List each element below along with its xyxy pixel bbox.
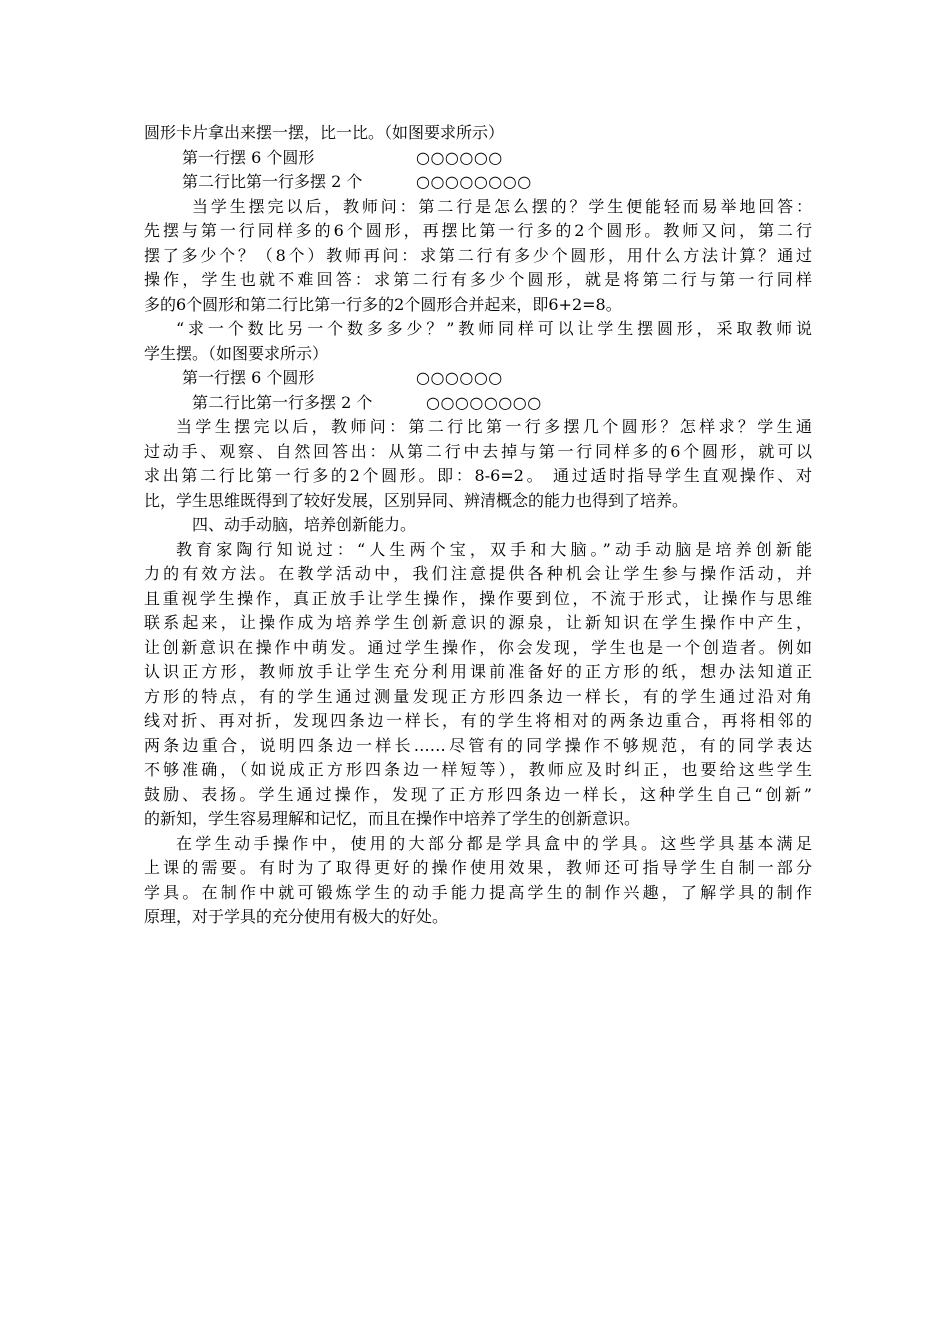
row-label: 第一行摆 6 个圆形: [182, 368, 315, 387]
paragraph-line: 求出第二行比第一行多的2个圆形。即：8-6=2。 通过适时指导学生直观操作、对: [144, 466, 812, 485]
row-label: 第二行比第一行多摆 2 个: [182, 172, 363, 191]
row-label: 第一行摆 6 个圆形: [182, 147, 315, 167]
example-row-second: [144, 170, 812, 195]
paragraph-line: 在学生动手操作中，使用的大部分都是学具盒中的学具。这些学具基本满足: [176, 833, 812, 853]
circle-row: ○○○○○○○○: [416, 172, 532, 191]
paragraph-line: 先摆与第一行同样多的6个圆形，再摆比第一行多的2个圆形。教师又问，第二行: [144, 221, 812, 240]
paragraph-line: 且重视学生操作，真正放手让学生操作，操作要到位，不流于形式，让操作与思维: [144, 588, 812, 608]
paragraph-line: 摆了多少个？（8个）教师再问：求第二行有多少个圆形，用什么方法计算？通过: [144, 245, 812, 265]
paragraph-line: 当学生摆完以后，教师问：第二行比第一行多摆几个圆形？怎样求？学生通: [176, 417, 812, 436]
row-label: 第二行比第一行多摆 2 个: [192, 392, 373, 412]
section-heading: 四、动手动脑，培养创新能力。: [192, 515, 417, 534]
paragraph-line: 上课的需要。有时为了取得更好的操作使用效果，教师还可指导学生自制一部分: [144, 858, 812, 877]
paragraph-line: “求一个数比另一个数多多少？”教师同样可以让学生摆圆形，采取教师说: [176, 319, 812, 338]
paragraph-line: 让创新意识在操作中萌发。通过学生操作，你会发现，学生也是一个创造者。例如: [144, 637, 812, 657]
paragraph-line: 操作，学生也就不难回答：求第二行有多少个圆形，就是将第二行与第一行同样: [144, 270, 812, 289]
paragraph-line: 线对折、再对折，发现四条边一样长，有的学生将相对的两条边重合，再将相邻的: [144, 711, 812, 730]
paragraph-line: 学具。在制作中就可锻炼学生的动手能力提高学生的制作兴趣，了解学具的制作: [144, 882, 812, 902]
paragraph-line: 力的有效方法。在教学活动中，我们注意提供各种机会让学生参与操作活动，并: [144, 564, 812, 583]
paragraph-line: 联系起来，让操作成为培养学生创新意识的源泉，让新知识在学生操作中产生，: [144, 613, 812, 632]
paragraph-line: 两条边重合，说明四条边一样长……尽管有的同学操作不够规范，有的同学表达: [144, 735, 812, 755]
paragraph-line: 学生摆。（如图要求所示）: [144, 343, 329, 363]
paragraph-line: 原理，对于学具的充分使用有极大的好处。: [144, 907, 449, 926]
circle-row: ○○○○○○: [416, 147, 503, 167]
paragraph-line: 教育家陶行知说过：“人生两个宝，双手和大脑。”动手动脑是培养创新能: [176, 539, 812, 559]
document-body: [144, 121, 812, 930]
example-row-first: [144, 366, 812, 391]
paragraph-line: 多的6个圆形和第二行比第一行多的2个圆形合并起来，即6+2=8。: [144, 294, 622, 314]
paragraph-line: 圆形卡片拿出来摆一摆，比一比。（如图要求所示）: [144, 123, 505, 142]
paragraph-line: 的新知，学生容易理解和记忆，而且在操作中培养了学生的创新意识。: [144, 809, 641, 828]
circle-row: ○○○○○○: [416, 368, 503, 387]
paragraph-line: 认识正方形，教师放手让学生充分利用课前准备好的正方形的纸，想办法知道正: [144, 662, 812, 681]
paragraph-line: 方形的特点，有的学生通过测量发现正方形四条边一样长，有的学生通过沿对角: [144, 686, 812, 706]
paragraph-line: 比，学生思维既得到了较好发展，区别异同、辨清概念的能力也得到了培养。: [144, 490, 689, 510]
paragraph-line: 当学生摆完以后，教师问：第二行是怎么摆的？学生便能轻而易举地回答：: [192, 196, 812, 216]
example-row-second: [144, 391, 812, 416]
circle-row: ○○○○○○○○: [426, 392, 542, 412]
paragraph-line: 不够准确，（如说成正方形四条边一样短等），教师应及时纠正，也要给这些学生: [144, 760, 812, 779]
paragraph-line: 过动手、观察、自然回答出：从第二行中去掉与第一行同样多的6个圆形，就可以: [144, 441, 812, 461]
paragraph-line: 鼓励、表扬。学生通过操作，发现了正方形四条边一样长，这种学生自己“创新”: [144, 784, 812, 804]
example-row-first: [144, 146, 812, 171]
